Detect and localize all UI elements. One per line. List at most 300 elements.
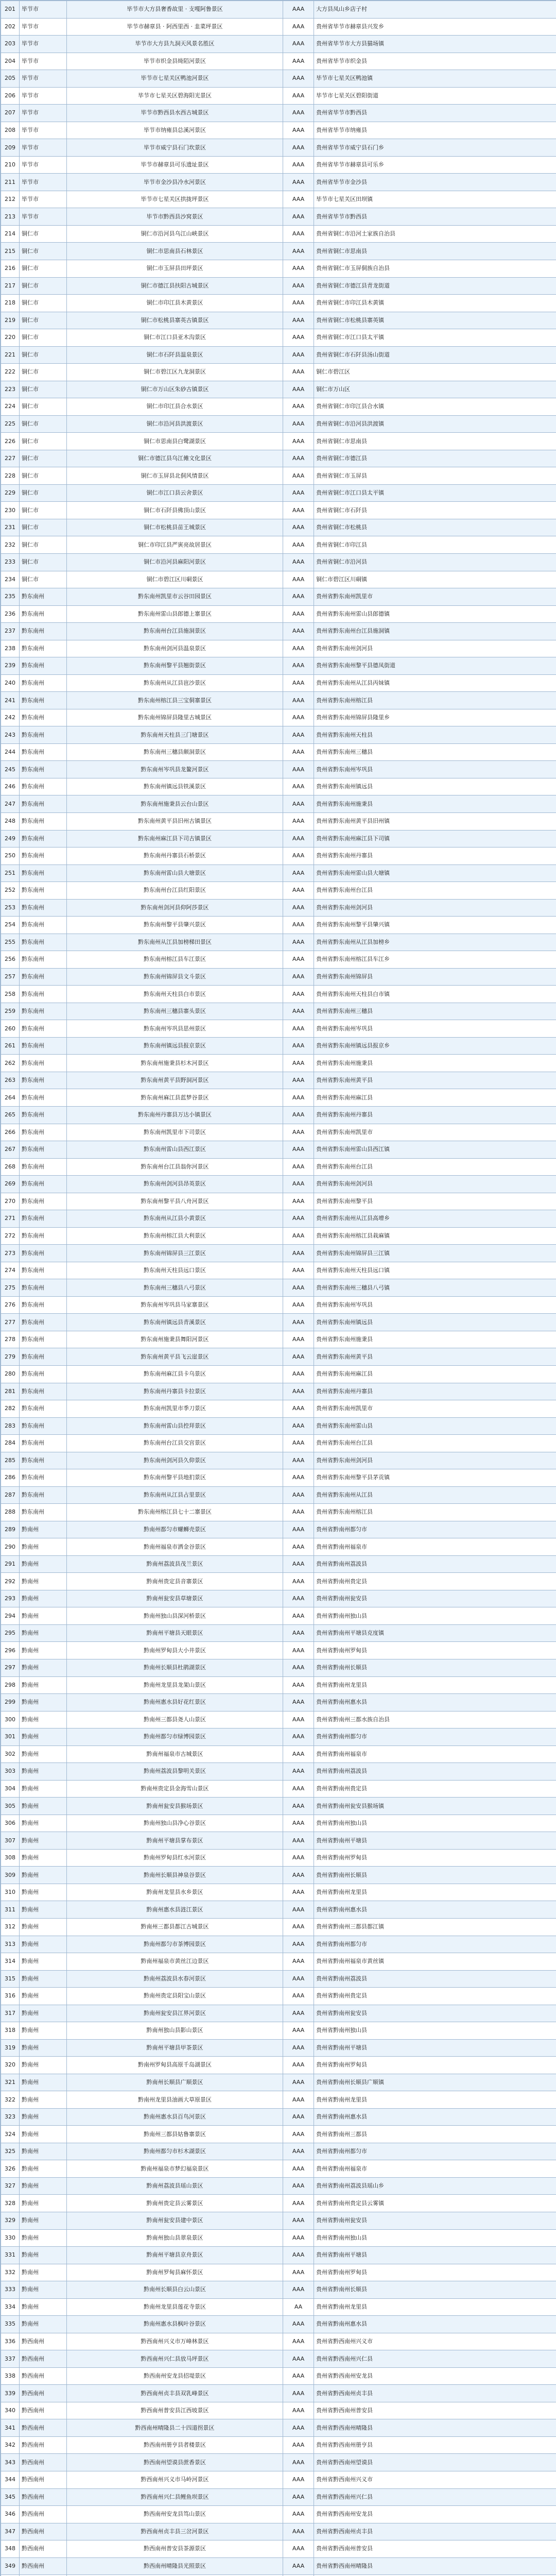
row-number: 344 — [1, 2471, 20, 2488]
row-address: 贵州省黔西南州安龙县 — [314, 2506, 556, 2523]
row-city: 黔南州 — [20, 2074, 67, 2091]
row-number: 288 — [1, 1504, 20, 1521]
row-city: 黔南州 — [20, 2264, 67, 2281]
row-address: 毕节市七星关区鸭池镇 — [314, 70, 556, 88]
row-attraction-name: 黔南州贵定县音寨景区 — [67, 1573, 283, 1590]
table-row — [1, 1832, 556, 1850]
row-address: 贵州省黔西南州兴义市 — [314, 2471, 556, 2488]
table-row — [1, 2108, 556, 2126]
row-level: AAA — [283, 640, 314, 657]
table-row — [1, 588, 556, 606]
row-number: 234 — [1, 571, 20, 588]
row-level: AAA — [283, 87, 314, 105]
row-address: 贵州省黔东南州施秉县 — [314, 795, 556, 813]
row-city: 黔东南州 — [20, 917, 67, 934]
row-city: 黔南州 — [20, 2126, 67, 2143]
table-row — [1, 1124, 556, 1141]
row-city: 黔西南州 — [20, 2454, 67, 2471]
row-number: 282 — [1, 1400, 20, 1418]
row-city: 黔南州 — [20, 1642, 67, 1659]
row-address: 贵州省黔东南州凯里市 — [314, 588, 556, 606]
row-city: 黔南州 — [20, 1624, 67, 1642]
row-number: 297 — [1, 1659, 20, 1677]
table-row — [1, 1262, 556, 1279]
table-row — [1, 554, 556, 571]
row-attraction-name: 黔南州长顺县杜鹃湖景区 — [67, 1659, 283, 1677]
table-row — [1, 277, 556, 295]
row-level: AAA — [283, 536, 314, 554]
table-row — [1, 1970, 556, 1988]
row-number: 207 — [1, 105, 20, 122]
row-level: AAA — [283, 1538, 314, 1556]
row-number: 274 — [1, 1262, 20, 1279]
row-level: AAA — [283, 1728, 314, 1746]
row-attraction-name: 黔南州龙里县龙架山景区 — [67, 1676, 283, 1694]
row-attraction-name: 黔南州瓮安县草塘景区 — [67, 1590, 283, 1607]
row-attraction-name: 毕节市黔西县水西古城景区 — [67, 105, 283, 122]
row-attraction-name: 铜仁市江口县云舍景区 — [67, 484, 283, 502]
table-row — [1, 536, 556, 554]
row-level: AAA — [283, 1607, 314, 1625]
row-attraction-name: 黔东南州天柱县远口景区 — [67, 1262, 283, 1279]
table-row — [1, 1486, 556, 1504]
row-attraction-name: 黔南州罗甸县高原千岛湖景区 — [67, 2057, 283, 2074]
row-city: 黔东南州 — [20, 640, 67, 657]
table-row — [1, 346, 556, 364]
row-number: 252 — [1, 882, 20, 900]
row-number: 264 — [1, 1089, 20, 1107]
row-address: 贵州省黔东南州黎平县德凤街道 — [314, 657, 556, 675]
row-address: 贵州省黔南州平塘县 — [314, 1832, 556, 1850]
row-number: 305 — [1, 1798, 20, 1815]
row-attraction-name: 铜仁市印江县合水景区 — [67, 398, 283, 416]
row-attraction-name: 黔西南州安龙县招堤景区 — [67, 2367, 283, 2385]
row-number: 223 — [1, 381, 20, 398]
row-level: AAA — [283, 605, 314, 623]
row-level: AAA — [283, 2074, 314, 2091]
table-row — [1, 1936, 556, 1953]
row-city: 黔南州 — [20, 2195, 67, 2212]
row-city: 黔东南州 — [20, 812, 67, 830]
row-city: 黔东南州 — [20, 778, 67, 795]
row-level: AAA — [283, 986, 314, 1003]
row-number: 231 — [1, 519, 20, 536]
row-number: 210 — [1, 156, 20, 174]
row-attraction-name: 黔东南州麻江县卡乌景区 — [67, 1365, 283, 1383]
row-city: 黔东南州 — [20, 674, 67, 692]
row-attraction-name: 铜仁市德江县乌江傩文化景区 — [67, 450, 283, 467]
row-city: 黔东南州 — [20, 882, 67, 900]
table-row — [1, 2264, 556, 2281]
row-level: AAA — [283, 2039, 314, 2057]
row-attraction-name: 黔南州瓮安县建中景区 — [67, 2212, 283, 2230]
row-number: 265 — [1, 1107, 20, 1124]
table-row — [1, 1798, 556, 1815]
row-city: 黔西南州 — [20, 2402, 67, 2419]
row-level: AA — [283, 2298, 314, 2316]
row-attraction-name: 黔南州荔波县茂兰景区 — [67, 1555, 283, 1573]
row-address: 贵州省黔南州长顺县 — [314, 1867, 556, 1884]
table-row — [1, 1624, 556, 1642]
row-city: 毕节市 — [20, 191, 67, 208]
row-number: 311 — [1, 1901, 20, 1919]
row-number: 249 — [1, 830, 20, 848]
row-address: 贵州省铜仁市德江县青龙街道 — [314, 277, 556, 295]
row-city: 毕节市 — [20, 53, 67, 70]
row-level: AAA — [283, 2471, 314, 2488]
row-address: 贵州省铜仁市沿河县 — [314, 554, 556, 571]
row-address: 贵州省黔南州龙里县 — [314, 2091, 556, 2109]
row-address: 贵州省铜仁市印江县合水镇 — [314, 398, 556, 416]
row-attraction-name: 黔东南州岑巩县思州景区 — [67, 1020, 283, 1038]
row-number: 346 — [1, 2506, 20, 2523]
table-row — [1, 2557, 556, 2575]
row-city: 黔东南州 — [20, 1210, 67, 1228]
row-attraction-name: 黔东南州黎平县地扪景区 — [67, 1469, 283, 1487]
row-level: AAA — [283, 2177, 314, 2195]
row-attraction-name: 黔西南州普安县茶源景区 — [67, 2540, 283, 2558]
row-number: 227 — [1, 450, 20, 467]
row-city: 黔南州 — [20, 1659, 67, 1677]
row-attraction-name: 黔东南州从江县岜沙景区 — [67, 674, 283, 692]
row-attraction-name: 黔东南州天柱县三门塘景区 — [67, 726, 283, 744]
table-row — [1, 882, 556, 900]
row-city: 黔东南州 — [20, 1348, 67, 1366]
row-level: AAA — [283, 1262, 314, 1279]
row-attraction-name: 黔东南州镇远县报京景区 — [67, 1037, 283, 1055]
table-row — [1, 2367, 556, 2385]
row-address: 贵州省黔南州罗甸县 — [314, 2264, 556, 2281]
row-attraction-name: 铜仁市碧江区九龙洞景区 — [67, 364, 283, 381]
row-address: 铜仁市万山区 — [314, 381, 556, 398]
row-level: AAA — [283, 174, 314, 191]
row-level: AAA — [283, 1227, 314, 1245]
table-row — [1, 1331, 556, 1348]
row-number: 341 — [1, 2419, 20, 2437]
row-city: 黔东南州 — [20, 1072, 67, 1089]
table-row — [1, 1227, 556, 1245]
row-number: 292 — [1, 1573, 20, 1590]
row-number: 209 — [1, 139, 20, 157]
table-row — [1, 1020, 556, 1038]
row-number: 323 — [1, 2108, 20, 2126]
row-city: 黔东南州 — [20, 968, 67, 986]
table-row — [1, 623, 556, 640]
row-attraction-name: 铜仁市碧江区川硐景区 — [67, 571, 283, 588]
row-level: AAA — [283, 156, 314, 174]
row-attraction-name: 毕节市大方县奢香故里 · 支嘎阿鲁景区 — [67, 1, 283, 19]
row-city: 黔南州 — [20, 2005, 67, 2022]
row-number: 217 — [1, 277, 20, 295]
row-number: 203 — [1, 36, 20, 53]
row-address: 贵州省黔南州三都县都江镇 — [314, 1918, 556, 1936]
row-address: 贵州省黔东南州镇远县 — [314, 1314, 556, 1331]
row-attraction-name: 黔西南州安龙县笃山景区 — [67, 2506, 283, 2523]
row-address: 贵州省铜仁市石阡县汤山街道 — [314, 346, 556, 364]
row-number: 307 — [1, 1832, 20, 1850]
row-number: 330 — [1, 2229, 20, 2247]
row-level: AAA — [283, 1193, 314, 1210]
row-city: 黔东南州 — [20, 1037, 67, 1055]
row-number: 224 — [1, 398, 20, 416]
table-row — [1, 761, 556, 778]
row-number: 271 — [1, 1210, 20, 1228]
row-number: 338 — [1, 2367, 20, 2385]
row-address: 贵州省铜仁市江口县太平镇 — [314, 484, 556, 502]
row-address: 贵州省黔东南州施秉县 — [314, 1331, 556, 1348]
row-attraction-name: 黔东南州榕江县三宝侗寨景区 — [67, 692, 283, 709]
table-row — [1, 1607, 556, 1625]
row-address: 贵州省黔东南州镇远县报京乡 — [314, 1037, 556, 1055]
row-address: 贵州省黔东南州榕江县 — [314, 1504, 556, 1521]
row-address: 贵州省黔南州贵定县 — [314, 1780, 556, 1798]
row-city: 黔西南州 — [20, 2367, 67, 2385]
row-city: 黔东南州 — [20, 830, 67, 848]
table-row — [1, 2005, 556, 2022]
row-number: 219 — [1, 312, 20, 329]
row-address: 毕节市七星关区田坝镇 — [314, 191, 556, 208]
table-row — [1, 1279, 556, 1297]
row-number: 267 — [1, 1141, 20, 1159]
row-level: AAA — [283, 415, 314, 433]
row-city: 黔南州 — [20, 2022, 67, 2040]
row-level: AAA — [283, 346, 314, 364]
table-row — [1, 1728, 556, 1746]
table-row — [1, 1037, 556, 1055]
row-address: 贵州省黔南州龙里县 — [314, 1676, 556, 1694]
row-level: AAA — [283, 191, 314, 208]
row-attraction-name: 铜仁市江口县亚木沟景区 — [67, 329, 283, 347]
row-attraction-name: 黔南州福泉市梦幻福泉景区 — [67, 2160, 283, 2178]
row-attraction-name: 黔东南州从江县占里景区 — [67, 1486, 283, 1504]
table-row — [1, 795, 556, 813]
row-address: 贵州省黔南州福泉市 — [314, 2160, 556, 2178]
row-level: AAA — [283, 1089, 314, 1107]
row-address: 贵州省黔东南州台江县 — [314, 1435, 556, 1452]
row-city: 黔西南州 — [20, 2506, 67, 2523]
row-city: 黔南州 — [20, 1538, 67, 1556]
row-number: 348 — [1, 2540, 20, 2558]
row-city: 黔东南州 — [20, 1158, 67, 1176]
row-level: AAA — [283, 1107, 314, 1124]
row-address: 贵州省黔南州长顺县 — [314, 2281, 556, 2299]
table-row — [1, 2350, 556, 2368]
row-address: 贵州省铜仁市思南县 — [314, 243, 556, 260]
row-level: AAA — [283, 329, 314, 347]
row-attraction-name: 黔南州龙里县油画大草原景区 — [67, 2091, 283, 2109]
row-city: 铜仁市 — [20, 364, 67, 381]
row-level: AAA — [283, 122, 314, 139]
row-city: 黔东南州 — [20, 1486, 67, 1504]
row-level: AAA — [283, 917, 314, 934]
row-city: 黔南州 — [20, 2091, 67, 2109]
table-row — [1, 2333, 556, 2350]
row-attraction-name: 黔东南州黄平县野洞河景区 — [67, 1072, 283, 1089]
row-city: 黔西南州 — [20, 2523, 67, 2540]
row-level: AAA — [283, 2264, 314, 2281]
row-address: 贵州省黔南州罗甸县 — [314, 1642, 556, 1659]
row-attraction-name: 黔西南州普安县江西坡景区 — [67, 2402, 283, 2419]
row-address: 贵州省黔东南州天柱县白市镇 — [314, 986, 556, 1003]
row-number: 208 — [1, 122, 20, 139]
row-address: 贵州省黔南州平塘县 — [314, 2039, 556, 2057]
row-city: 黔东南州 — [20, 1003, 67, 1020]
row-level: AAA — [283, 467, 314, 485]
row-address: 贵州省黔南州独山县 — [314, 2229, 556, 2247]
row-address: 贵州省铜仁市石阡县 — [314, 502, 556, 519]
table-row — [1, 53, 556, 70]
row-address: 贵州省黔东南州施秉县 — [314, 1055, 556, 1072]
row-number: 291 — [1, 1555, 20, 1573]
row-level: AAA — [283, 1072, 314, 1089]
row-address: 贵州省毕节市赫章县可乐乡 — [314, 156, 556, 174]
row-attraction-name: 黔东南州剑河县久仰景区 — [67, 1452, 283, 1469]
row-number: 293 — [1, 1590, 20, 1607]
row-number: 345 — [1, 2488, 20, 2506]
row-address: 贵州省黔南州瓮安县 — [314, 1590, 556, 1607]
table-row — [1, 1, 556, 19]
table-row — [1, 1072, 556, 1089]
row-city: 毕节市 — [20, 70, 67, 88]
row-level: AAA — [283, 1763, 314, 1781]
table-row — [1, 1590, 556, 1607]
row-address: 贵州省黔东南州三穗县八弓镇 — [314, 1279, 556, 1297]
row-attraction-name: 黔东南州三穗县颇洞景区 — [67, 743, 283, 761]
row-number: 304 — [1, 1780, 20, 1798]
row-city: 黔南州 — [20, 1763, 67, 1781]
table-row — [1, 2471, 556, 2488]
table-row — [1, 865, 556, 882]
row-attraction-name: 铜仁市玉屏县北侗风情景区 — [67, 467, 283, 485]
row-level: AAA — [283, 2454, 314, 2471]
row-attraction-name: 黔东南州剑河县温泉景区 — [67, 640, 283, 657]
table-row — [1, 1538, 556, 1556]
row-number: 277 — [1, 1314, 20, 1331]
row-attraction-name: 黔南州三都县尧人山景区 — [67, 1711, 283, 1728]
row-attraction-name: 黔东南州三穗县八弓景区 — [67, 1279, 283, 1297]
row-level: AAA — [283, 1849, 314, 1867]
row-address: 贵州省黔南州贵定县云雾镇 — [314, 2195, 556, 2212]
row-address: 贵州省毕节市织金县 — [314, 53, 556, 70]
table-row — [1, 709, 556, 726]
table-row — [1, 1003, 556, 1020]
row-address: 贵州省黔南州惠水县 — [314, 1901, 556, 1919]
row-city: 黔东南州 — [20, 1020, 67, 1038]
row-attraction-name: 黔南州长顺县神泉谷景区 — [67, 1867, 283, 1884]
row-number: 333 — [1, 2281, 20, 2299]
row-attraction-name: 黔东南州剑河县仰阿莎景区 — [67, 899, 283, 917]
table-row — [1, 502, 556, 519]
row-city: 铜仁市 — [20, 554, 67, 571]
row-city: 黔南州 — [20, 1573, 67, 1590]
row-attraction-name: 黔南州惠水县枫叶谷景区 — [67, 2316, 283, 2333]
row-number: 313 — [1, 1936, 20, 1953]
row-level: AAA — [283, 2419, 314, 2437]
row-address: 贵州省黔南州惠水县 — [314, 2316, 556, 2333]
table-row — [1, 174, 556, 191]
row-attraction-name: 黔东南州施秉县舞阳河景区 — [67, 1331, 283, 1348]
table-row — [1, 1780, 556, 1798]
row-attraction-name: 毕节市七星关区鸭池河景区 — [67, 70, 283, 88]
table-row — [1, 2057, 556, 2074]
row-city: 黔东南州 — [20, 605, 67, 623]
row-level: AAA — [283, 1555, 314, 1573]
row-level: AAA — [283, 1780, 314, 1798]
table-row — [1, 484, 556, 502]
row-attraction-name: 黔东南州从江县小黄景区 — [67, 1210, 283, 1228]
table-row — [1, 2212, 556, 2230]
row-number: 322 — [1, 2091, 20, 2109]
row-attraction-name: 铜仁市思南县白鹭湖景区 — [67, 433, 283, 450]
row-level: AAA — [283, 778, 314, 795]
row-level: AAA — [283, 571, 314, 588]
row-address: 贵州省黔东南州从江县加榜乡 — [314, 934, 556, 951]
table-row — [1, 848, 556, 865]
row-address: 贵州省黔南州独山县 — [314, 1815, 556, 1832]
row-number: 327 — [1, 2177, 20, 2195]
row-number: 275 — [1, 1279, 20, 1297]
row-number: 239 — [1, 657, 20, 675]
row-level: AAA — [283, 1176, 314, 1193]
row-level: AAA — [283, 364, 314, 381]
row-attraction-name: 黔东南州雷山县大塘景区 — [67, 865, 283, 882]
row-address: 贵州省黔西南州册亨县 — [314, 2436, 556, 2454]
row-address: 贵州省黔东南州麻江县 — [314, 1089, 556, 1107]
table-row — [1, 312, 556, 329]
row-city: 黔西南州 — [20, 2557, 67, 2575]
row-number: 262 — [1, 1055, 20, 1072]
row-city: 黔东南州 — [20, 1435, 67, 1452]
row-city: 黔南州 — [20, 1867, 67, 1884]
row-city: 黔东南州 — [20, 1089, 67, 1107]
row-number: 254 — [1, 917, 20, 934]
row-level: AAA — [283, 1452, 314, 1469]
row-address: 贵州省黔西南州兴义市 — [314, 2333, 556, 2350]
row-number: 340 — [1, 2402, 20, 2419]
row-attraction-name: 铜仁市石阡县佛顶山景区 — [67, 502, 283, 519]
row-attraction-name: 黔东南州丹寨县卡拉景区 — [67, 1383, 283, 1400]
row-attraction-name: 铜仁市万山区朱砂古镇景区 — [67, 381, 283, 398]
table-row — [1, 1245, 556, 1262]
row-address: 贵州省黔南州荔波县 — [314, 1763, 556, 1781]
table-row — [1, 1210, 556, 1228]
row-level: AAA — [283, 1400, 314, 1418]
table-row — [1, 1988, 556, 2005]
table-row — [1, 1158, 556, 1176]
row-number: 329 — [1, 2212, 20, 2230]
row-attraction-name: 黔南州福泉市古城景区 — [67, 1745, 283, 1763]
row-level: AAA — [283, 1901, 314, 1919]
row-level: AAA — [283, 1642, 314, 1659]
row-level: AAA — [283, 105, 314, 122]
table-row — [1, 1884, 556, 1901]
row-level: AAA — [283, 1245, 314, 1262]
row-level: AAA — [283, 1383, 314, 1400]
row-city: 黔南州 — [20, 1918, 67, 1936]
row-city: 铜仁市 — [20, 571, 67, 588]
table-row — [1, 2074, 556, 2091]
table-row — [1, 1193, 556, 1210]
row-address: 贵州省黔东南州榕江县车江乡 — [314, 951, 556, 969]
row-level: AAA — [283, 1867, 314, 1884]
row-address: 贵州省黔东南州黄平县 — [314, 1348, 556, 1366]
row-number: 290 — [1, 1538, 20, 1556]
row-attraction-name: 毕节市七星关区碧海阳光景区 — [67, 87, 283, 105]
table-row — [1, 1642, 556, 1659]
row-attraction-name: 黔东南州镇远县铁溪景区 — [67, 778, 283, 795]
row-attraction-name: 黔东南州锦屏县三江景区 — [67, 1245, 283, 1262]
row-city: 黔东南州 — [20, 1227, 67, 1245]
